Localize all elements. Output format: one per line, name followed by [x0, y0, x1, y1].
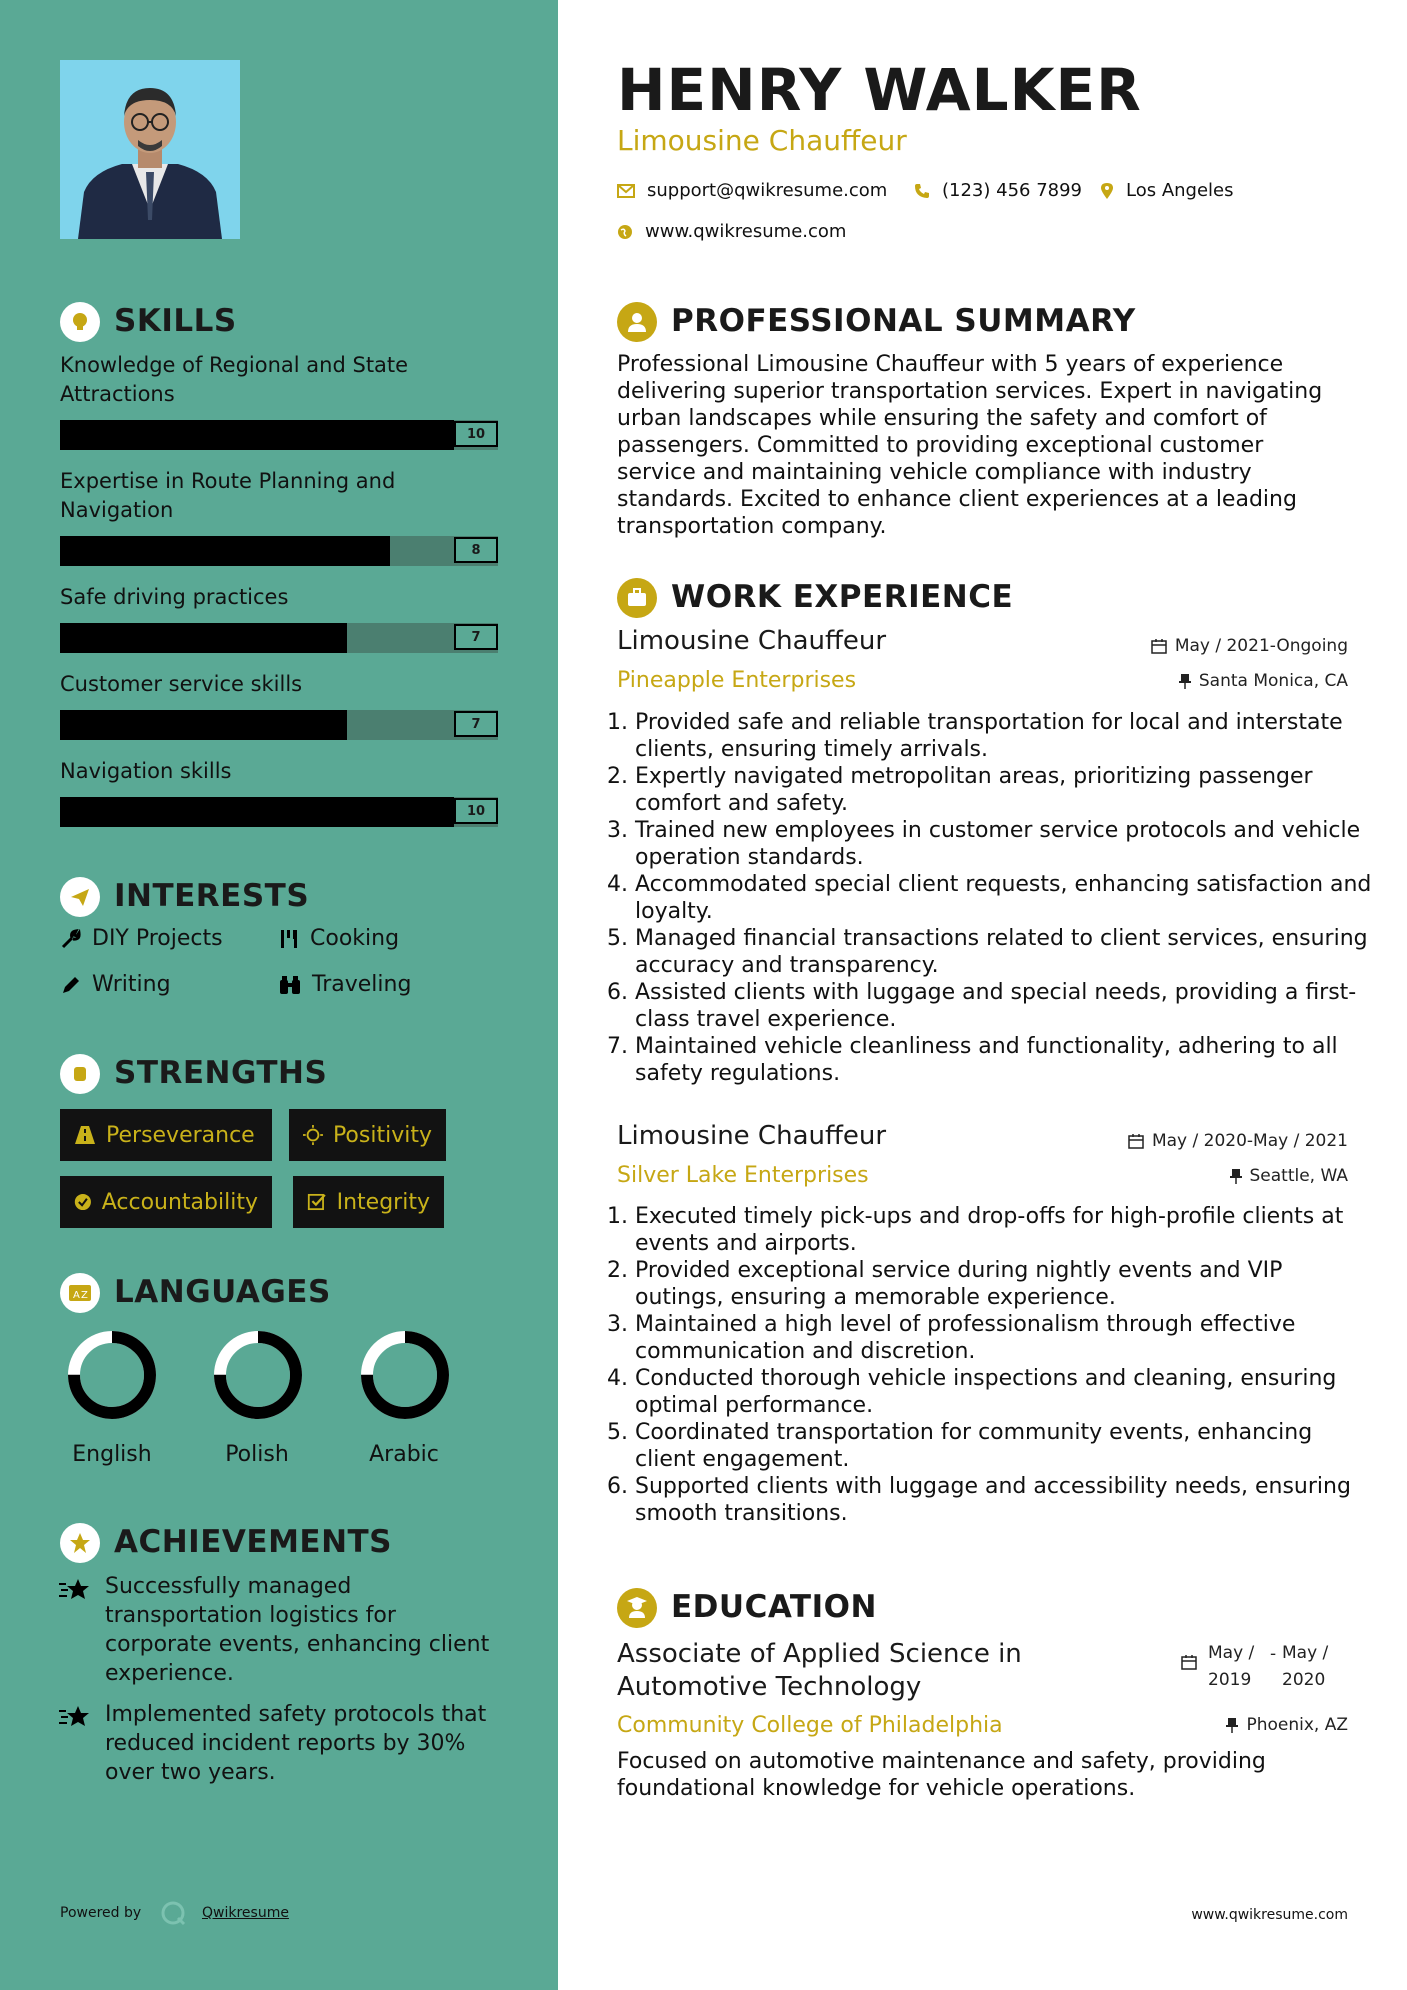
education-end-date: May / 2020: [1282, 1643, 1329, 1690]
education-description: Focused on automotive maintenance and safety, providing foundational knowledge for vehicle operations.: [617, 1749, 1266, 1801]
lightbulb-icon: [60, 302, 100, 342]
job-location-text: Seattle, WA: [1249, 1166, 1348, 1186]
duty-item: 6. Supported clients with luggage and accessibility needs, ensuring smooth transitions.: [635, 1473, 1375, 1527]
achievement-text: Successfully managed transportation logistics for corporate events, enhancing client experience.: [105, 1574, 490, 1686]
degree-title: Associate of Applied Science in Automotive Technology: [617, 1639, 1022, 1702]
job-title: Limousine Chauffeur: [617, 626, 887, 656]
date-separator: -: [1270, 1644, 1277, 1664]
check-square-icon: [307, 1191, 327, 1213]
wrench-icon: [60, 928, 82, 950]
language-label: English: [72, 1442, 152, 1467]
interest-label: DIY Projects: [92, 926, 223, 951]
language-label: Arabic: [369, 1442, 439, 1467]
skill-level-badge: 7: [454, 624, 498, 650]
powered-by-text: Powered by: [60, 1905, 142, 1921]
pencil-icon: [60, 974, 82, 996]
interest-label: Writing: [92, 972, 171, 997]
skill-bar: [60, 710, 498, 740]
duty-item: 4. Accommodated special client requests, enhancing satisfaction and loyalty.: [635, 871, 1375, 925]
graduate-icon: [617, 1588, 657, 1628]
calendar-icon: [1151, 638, 1167, 654]
education-location: [1226, 1715, 1348, 1735]
strength-badge: [293, 1176, 444, 1228]
skill-level-badge: 10: [454, 421, 498, 447]
strengths-heading: STRENGTHS: [114, 1055, 328, 1091]
skill-bar: [60, 420, 498, 450]
skills-heading: SKILLS: [114, 303, 237, 339]
candidate-name: HENRY WALKER: [617, 56, 1142, 124]
company-name: Silver Lake Enterprises: [617, 1163, 869, 1188]
language-gauge: [358, 1328, 452, 1426]
fist-icon: [60, 1054, 100, 1094]
strength-badge: [60, 1109, 272, 1161]
achievement-text: Implemented safety protocols that reduced incident reports by 30% over two years.: [105, 1702, 487, 1785]
job-dates: [1128, 1131, 1348, 1151]
candidate-title: Limousine Chauffeur: [617, 124, 907, 157]
pushpin-icon: [1226, 1717, 1238, 1733]
skill-level-badge: 7: [454, 711, 498, 737]
school-name: Community College of Philadelphia: [617, 1713, 1003, 1738]
strength-label: Positivity: [332, 1122, 432, 1148]
skill-label: Customer service skills: [60, 672, 303, 696]
job-duties-list: [609, 1203, 1375, 1527]
location-text: Los Angeles: [1126, 180, 1234, 201]
skill-label: Safe driving practices: [60, 585, 289, 609]
interest-label: Cooking: [310, 926, 400, 951]
skill-level-badge: 10: [454, 798, 498, 824]
map-pin-icon: [1100, 182, 1114, 200]
duty-item: 3. Maintained a high level of professionalism through effective communication and discretion.: [635, 1311, 1375, 1365]
job-location: [1179, 671, 1348, 691]
skill-fill: [60, 710, 347, 740]
translate-icon: [60, 1273, 100, 1313]
experience-heading: WORK EXPERIENCE: [671, 579, 1014, 615]
job-dates-text: May / 2021-Ongoing: [1174, 636, 1348, 656]
education-location-text: Phoenix, AZ: [1246, 1715, 1348, 1735]
skill-label: Navigation skills: [60, 759, 232, 783]
strength-badge: [60, 1176, 272, 1228]
company-name: Pineapple Enterprises: [617, 668, 857, 693]
shooting-star-icon: [58, 1578, 92, 1606]
interest-item: [60, 926, 223, 951]
calendar-icon: [1181, 1654, 1197, 1674]
language-gauge: [65, 1328, 159, 1426]
interest-label: Traveling: [312, 972, 412, 997]
interest-item: [278, 972, 411, 997]
language-label: Polish: [225, 1442, 289, 1467]
languages-heading: LANGUAGES: [114, 1274, 331, 1310]
summary-heading: PROFESSIONAL SUMMARY: [671, 303, 1136, 339]
road-icon: [74, 1125, 96, 1145]
sun-icon: [303, 1124, 323, 1146]
pushpin-icon: [1179, 673, 1191, 689]
contact-location: [1100, 180, 1234, 201]
skill-fill: [60, 797, 454, 827]
summary-text: Professional Limousine Chauffeur with 5 years of experience delivering superior transportation services. Expert in navigating urban landscapes while ensuring the safety and comfort of passengers. Committed to providing exceptional customer service and maintaining vehicle compliance with industry standards. Excited to enhance client experiences at a leading transportation company.: [617, 352, 1323, 539]
job-location-text: Santa Monica, CA: [1198, 671, 1348, 691]
duty-item: 5. Coordinated transportation for community events, enhancing client engagement.: [635, 1419, 1375, 1473]
skill-bar: [60, 536, 498, 566]
contact-email[interactable]: [617, 180, 887, 201]
skill-label: Knowledge of Regional and State Attractions: [60, 353, 409, 406]
profile-photo: [60, 60, 240, 239]
skill-label: Expertise in Route Planning and Navigation: [60, 469, 396, 522]
skill-fill: [60, 536, 390, 566]
strength-label: Accountability: [101, 1189, 258, 1215]
skill-level-badge: 8: [454, 537, 498, 563]
strength-badge: [289, 1109, 446, 1161]
education-heading: EDUCATION: [671, 1589, 877, 1625]
job-location: [1230, 1166, 1349, 1186]
pushpin-icon: [1230, 1168, 1242, 1184]
svg-text:Z: Z: [81, 1290, 88, 1301]
contact-website[interactable]: [617, 221, 846, 242]
interest-item: [60, 972, 171, 997]
skill-fill: [60, 420, 454, 450]
binoculars-icon: [278, 974, 302, 996]
paper-plane-icon: [60, 877, 100, 917]
duty-item: 7. Maintained vehicle cleanliness and functionality, adhering to all safety regulations.: [635, 1033, 1375, 1087]
qwikresume-link[interactable]: Qwikresume: [202, 1905, 289, 1921]
job-dates-text: May / 2020-May / 2021: [1151, 1131, 1348, 1151]
utensils-icon: [278, 928, 300, 950]
duty-item: 2. Expertly navigated metropolitan areas, prioritizing passenger comfort and safety.: [635, 763, 1375, 817]
email-text: support@qwikresume.com: [647, 180, 888, 201]
interests-heading: INTERESTS: [114, 878, 310, 914]
skill-bar: [60, 623, 498, 653]
skill-fill: [60, 623, 347, 653]
achievements-heading: ACHIEVEMENTS: [114, 1524, 393, 1560]
phone-icon: [914, 183, 930, 199]
envelope-icon: [617, 184, 635, 198]
footer-website[interactable]: www.qwikresume.com: [1191, 1907, 1348, 1923]
phone-text: (123) 456 7899: [942, 180, 1083, 201]
skill-bar: [60, 797, 498, 827]
duty-item: 1. Provided safe and reliable transportation for local and interstate clients, ensuring timely arrivals.: [635, 709, 1375, 763]
globe-icon: [617, 224, 633, 240]
check-circle-icon: [74, 1191, 92, 1213]
svg-text:A: A: [73, 1290, 80, 1301]
strength-label: Integrity: [336, 1189, 430, 1215]
qwikresume-logo-icon: [160, 1900, 186, 1930]
job-title: Limousine Chauffeur: [617, 1121, 887, 1151]
contact-phone[interactable]: [914, 180, 1082, 201]
duty-item: 6. Assisted clients with luggage and special needs, providing a first-class travel experience.: [635, 979, 1375, 1033]
education-start-date: May / 2019: [1208, 1643, 1255, 1690]
briefcase-icon: [617, 578, 657, 618]
duty-item: 3. Trained new employees in customer service protocols and vehicle operation standards.: [635, 817, 1375, 871]
calendar-icon: [1128, 1133, 1144, 1149]
website-text: www.qwikresume.com: [645, 221, 847, 242]
user-icon: [617, 302, 657, 342]
star-icon: [60, 1523, 100, 1563]
job-duties-list: [609, 709, 1375, 1087]
job-dates: [1151, 636, 1348, 656]
duty-item: 5. Managed financial transactions related to client services, ensuring accuracy and transparency.: [635, 925, 1375, 979]
interest-item: [278, 926, 399, 951]
duty-item: 1. Executed timely pick-ups and drop-offs for high-profile clients at events and airports.: [635, 1203, 1375, 1257]
duty-item: 4. Conducted thorough vehicle inspections and cleaning, ensuring optimal performance.: [635, 1365, 1375, 1419]
strength-label: Perseverance: [106, 1122, 255, 1148]
language-gauge: [211, 1328, 305, 1426]
duty-item: 2. Provided exceptional service during nightly events and VIP outings, ensuring a memorable experience.: [635, 1257, 1375, 1311]
shooting-star-icon: [58, 1705, 92, 1733]
